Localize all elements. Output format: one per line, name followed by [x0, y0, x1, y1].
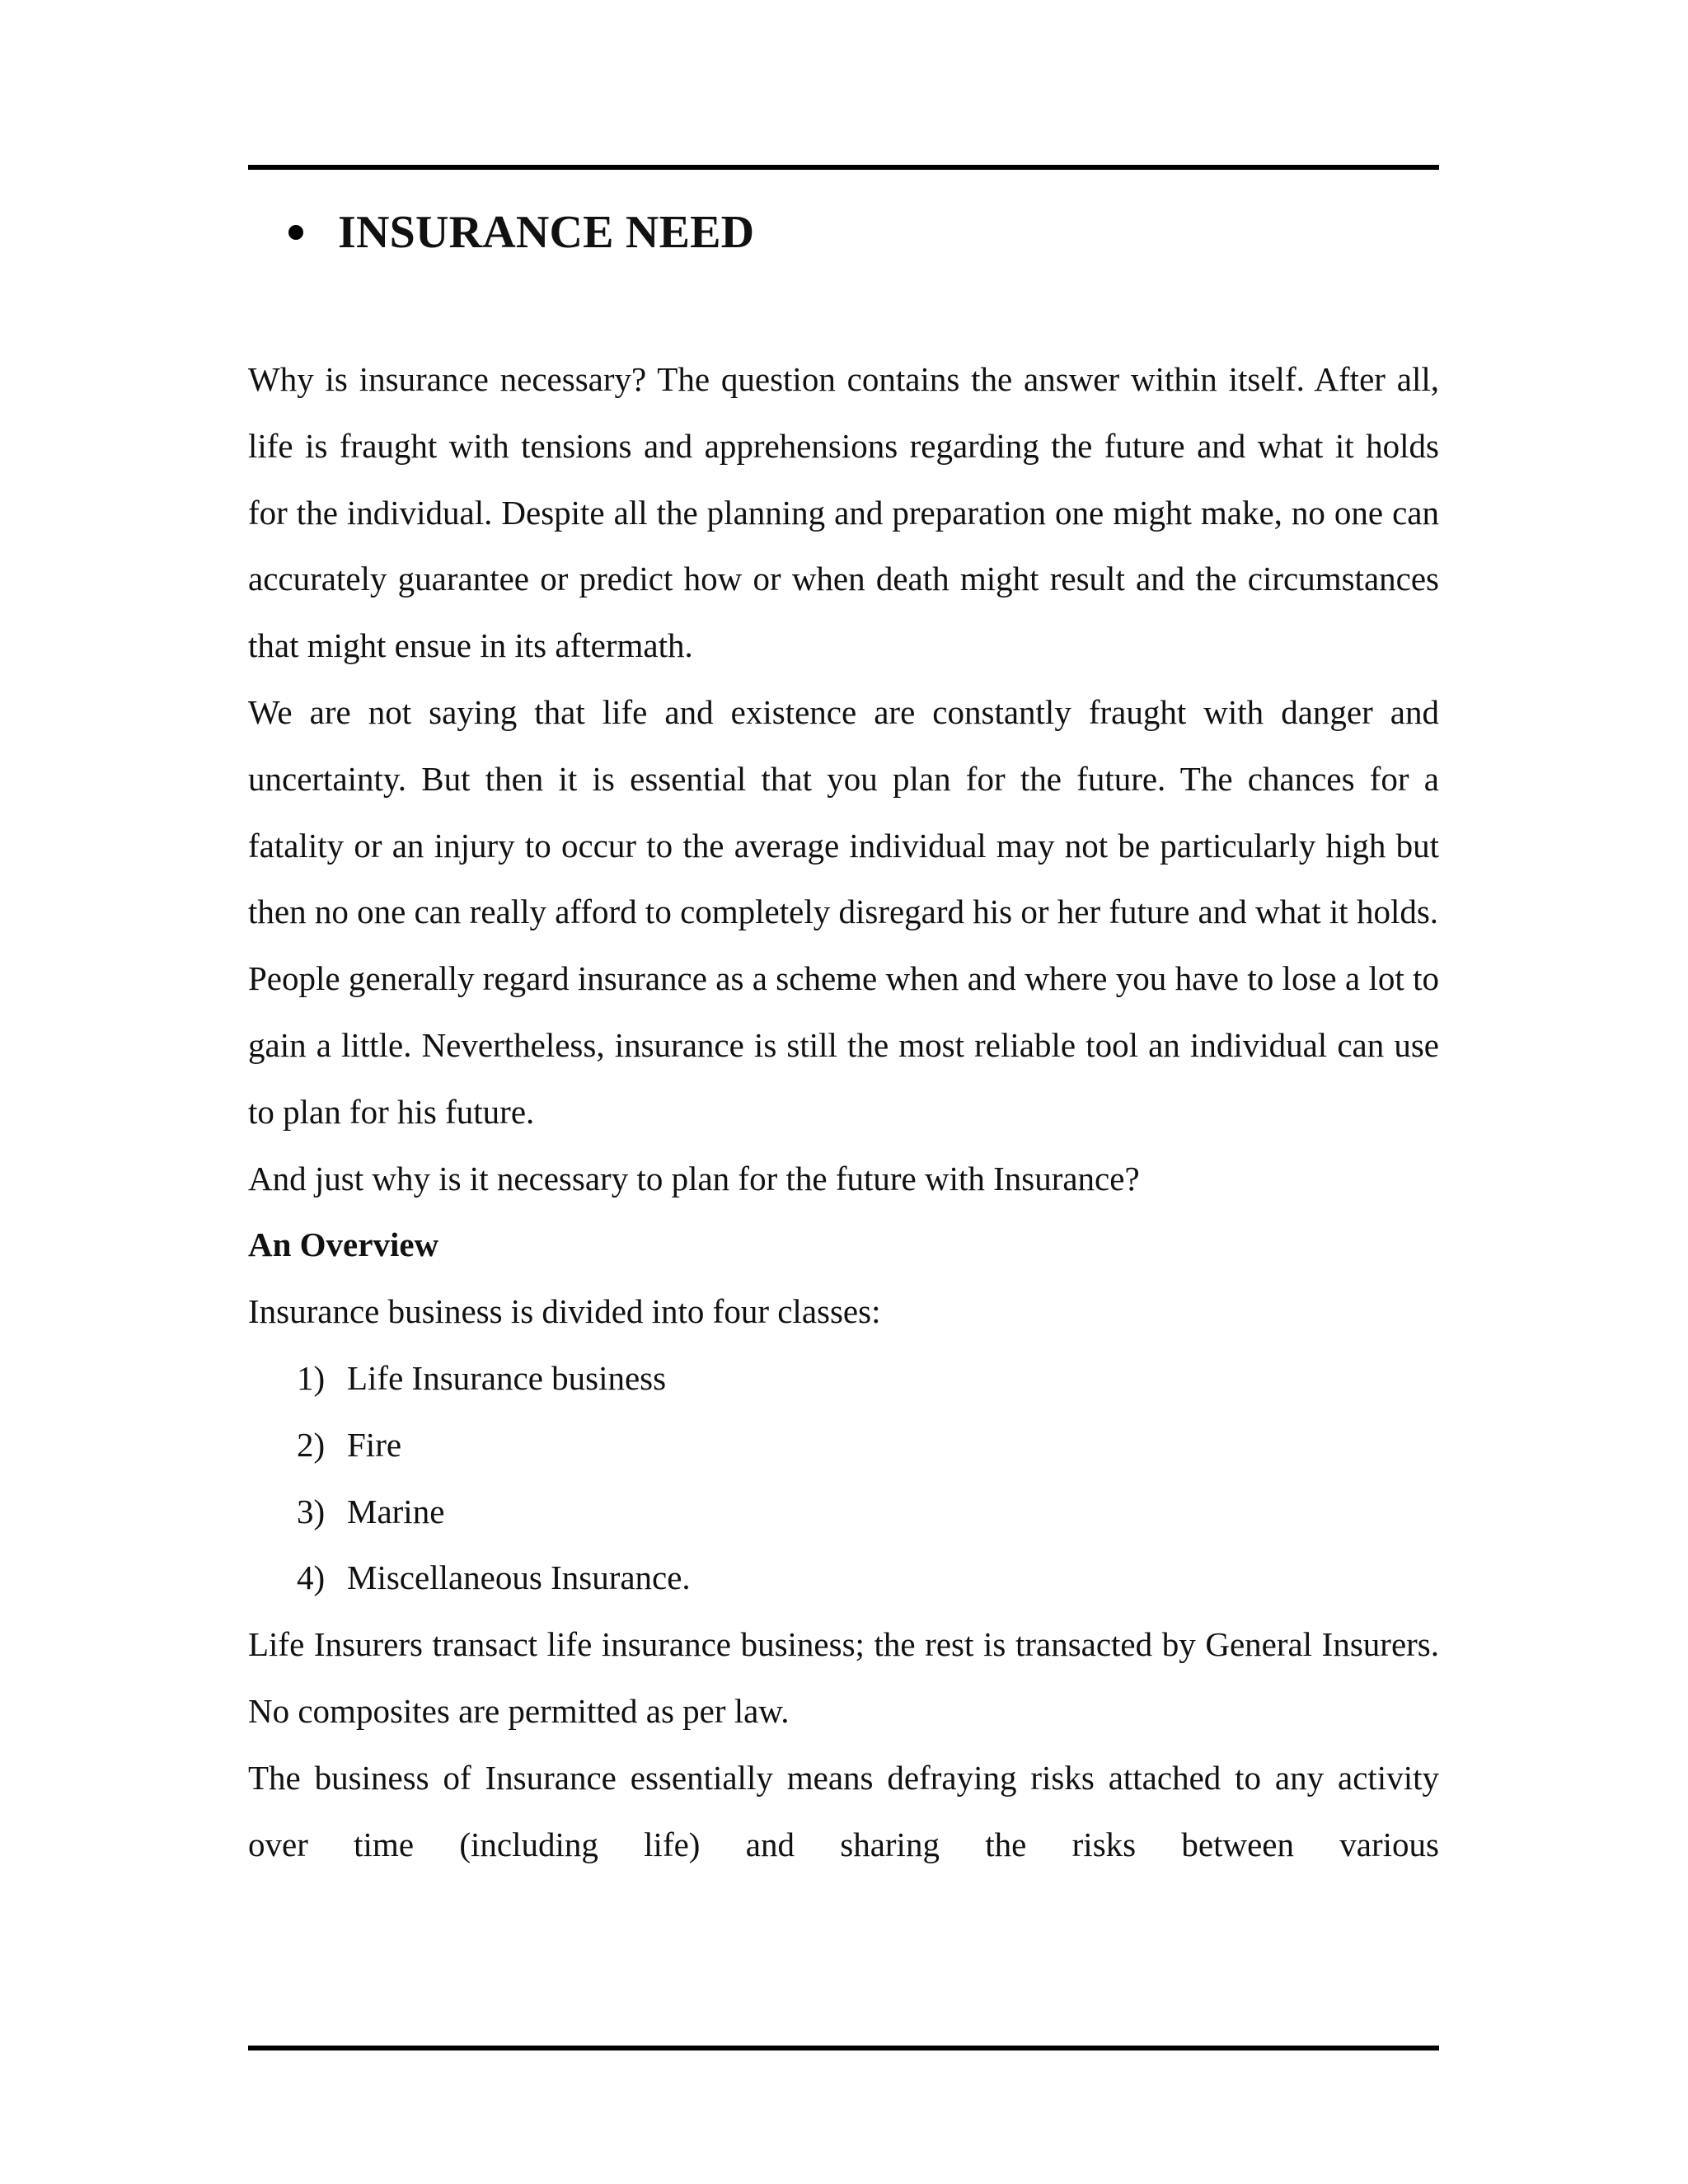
list-item-label: Marine [347, 1492, 445, 1530]
top-rule [248, 165, 1439, 170]
bullet-icon [288, 225, 303, 240]
list-item-number: 4) [297, 1558, 326, 1597]
paragraph-7: The business of Insurance essentially means defraying risks attached to any activity over time (including life) and sharing the risks between various [248, 1758, 1439, 1863]
paragraph-2: We are not saying that life and existence are constantly fraught with danger and uncertainty. But then it is essential that you plan for the future. The chances for a fatality or an injury to occur to the average individual may not be particularly high but then no one can really afford to completely disregard his or her future and what it holds. [248, 692, 1439, 931]
overview-heading: An Overview [248, 1226, 439, 1264]
paragraph-6: Life Insurers transact life insurance business; the rest is transacted by General Insurers. No composites are permitted as per law. [248, 1625, 1439, 1730]
list-item-number: 1) [297, 1358, 326, 1397]
paragraph-3: People generally regard insurance as a scheme when and where you have to lose a lot to gain a little. Nevertheless, insurance is still the most reliable tool an individual can use to plan for his future. [248, 959, 1439, 1131]
list-item-label: Fire [347, 1425, 402, 1464]
bottom-rule [248, 2046, 1439, 2050]
paragraph-5: Insurance business is divided into four classes: [248, 1292, 881, 1331]
list-item [248, 1412, 1439, 1479]
list-item-number: 3) [297, 1492, 326, 1530]
list-item [248, 1345, 1439, 1412]
paragraph-4: And just why is it necessary to plan for the future with Insurance? [248, 1159, 1140, 1197]
list-item-number: 2) [297, 1425, 326, 1464]
list-item [248, 1479, 1439, 1545]
list-item-label: Life Insurance business [347, 1358, 667, 1397]
insurance-classes-list [248, 1345, 1439, 1611]
section-heading [288, 199, 754, 265]
body-text [248, 346, 1439, 1877]
list-item-label: Miscellaneous Insurance. [347, 1558, 691, 1597]
paragraph-1: Why is insurance necessary? The question contains the answer within itself. After all, life is fraught with tensions and apprehensions regarding the future and what it holds for the individual. Despite all the planning and preparation one might make, no one can accurately guarantee or predict how or when death might result and the circumstances that might ensue in its aftermath. [248, 360, 1439, 665]
page-title: INSURANCE NEED [338, 207, 755, 258]
list-item [248, 1544, 1439, 1611]
